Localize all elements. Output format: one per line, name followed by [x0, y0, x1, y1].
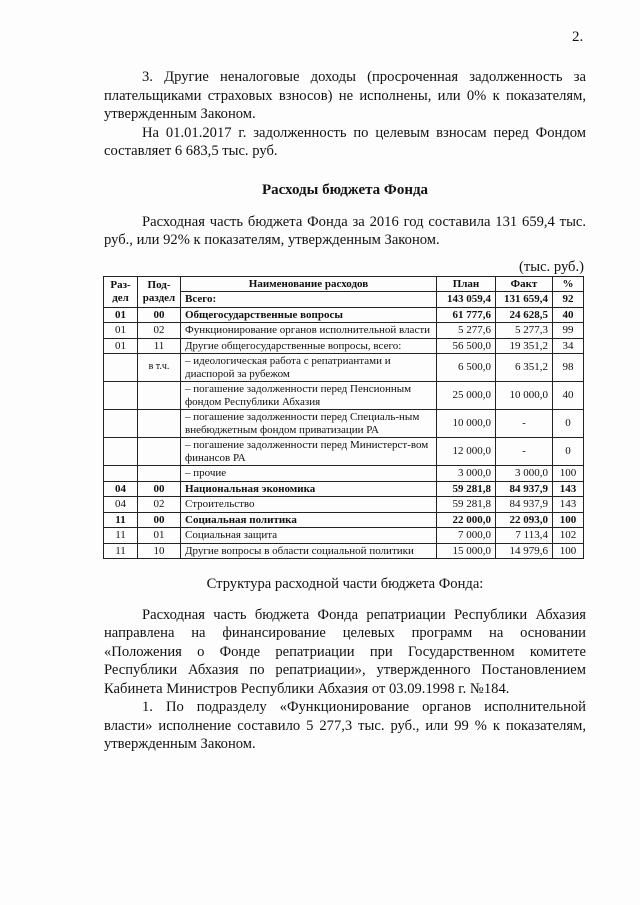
unit-label: (тыс. руб.): [519, 258, 584, 275]
cell-name: – погашение задолженности перед Пенсионным фондом Республики Абхазия: [181, 382, 437, 410]
cell-fact: 84 937,9: [496, 497, 553, 513]
header-fact: Факт: [496, 276, 553, 292]
cell-section: [104, 382, 138, 410]
page-number: 2.: [572, 29, 584, 45]
cell-plan: 15 000,0: [437, 543, 496, 559]
cell-name: – идеологическая работа с репатриантами и диаспорой за рубежом: [181, 354, 437, 382]
cell-section: 11: [104, 528, 138, 544]
cell-plan: 59 281,8: [437, 497, 496, 513]
cell-subsection: [138, 410, 181, 438]
cell-pct: 0: [553, 410, 584, 438]
cell-subsection: 00: [138, 481, 181, 497]
paragraph: 3. Другие неналоговые доходы (просроченная задолженность за плательщиками страховых взносов) не исполнены, или 0% к показателям, утвержденным Законом.: [104, 69, 586, 122]
cell-name: Национальная экономика: [181, 481, 437, 497]
cell-subsection: 02: [138, 497, 181, 513]
cell-section: 01: [104, 323, 138, 339]
cell-plan: 5 277,6: [437, 323, 496, 339]
cell-fact: 22 093,0: [496, 512, 553, 528]
header-plan: План: [437, 276, 496, 292]
table-row: [104, 438, 584, 466]
cell-name: – погашение задолженности перед Специаль-ным внебюджетным фондом приватизации РА: [181, 410, 437, 438]
cell-fact: 24 628,5: [496, 307, 553, 323]
header-section: Раз-дел: [104, 276, 138, 307]
cell-fact: 19 351,2: [496, 338, 553, 354]
cell-pct: 98: [553, 354, 584, 382]
paragraph: Расходная часть бюджета Фонда репатриации Республики Абхазия направлена на финансирование целевых программ на основании «Положения о Фонде репатриации при Государственном комитете Республики Абхазия по репатриации», утвержденного Постановлением Кабинета Министров Республики Абхазия от 03.09.1998 г. №184.: [104, 606, 586, 697]
cell-plan: 7 000,0: [437, 528, 496, 544]
cell-plan: 3 000,0: [437, 466, 496, 482]
cell-plan: 10 000,0: [437, 410, 496, 438]
cell-plan: 25 000,0: [437, 382, 496, 410]
cell-fact: 84 937,9: [496, 481, 553, 497]
cell-section: [104, 354, 138, 382]
cell-name: Социальная политика: [181, 512, 437, 528]
cell-name: Другие общегосударственные вопросы, всего:: [181, 338, 437, 354]
cell-subsection: 02: [138, 323, 181, 339]
cell-name: – погашение задолженности перед Министерст-вом финансов РА: [181, 438, 437, 466]
cell-subsection: в т.ч.: [138, 354, 181, 382]
cell-subsection: [138, 438, 181, 466]
expenses-table: [103, 276, 584, 560]
cell-subsection: 11: [138, 338, 181, 354]
table-row: [104, 512, 584, 528]
paragraph: 1. По подразделу «Функционирование органов исполнительной власти» исполнение составило 5 277,3 тыс. руб., или 99 % к показателям, утвержденным Законом.: [104, 699, 586, 752]
cell-pct: 34: [553, 338, 584, 354]
table-row: [104, 543, 584, 559]
cell-subsection: [138, 382, 181, 410]
cell-subsection: 00: [138, 307, 181, 323]
cell-fact: 6 351,2: [496, 354, 553, 382]
cell-plan: 6 500,0: [437, 354, 496, 382]
cell-pct: 100: [553, 466, 584, 482]
cell-name: – прочие: [181, 466, 437, 482]
cell-pct: 143: [553, 497, 584, 513]
cell-section: [104, 466, 138, 482]
cell-section: 11: [104, 512, 138, 528]
table-row: [104, 528, 584, 544]
cell-section: 01: [104, 338, 138, 354]
cell-pct: 0: [553, 438, 584, 466]
cell-name: Другие вопросы в области социальной политики: [181, 543, 437, 559]
table-row: [104, 307, 584, 323]
table-row: [104, 497, 584, 513]
cell-subsection: 10: [138, 543, 181, 559]
total-label: Всего:: [181, 292, 437, 308]
cell-name: Общегосударственные вопросы: [181, 307, 437, 323]
cell-name: Функционирование органов исполнительной власти: [181, 323, 437, 339]
cell-plan: 59 281,8: [437, 481, 496, 497]
cell-section: 04: [104, 497, 138, 513]
cell-plan: 56 500,0: [437, 338, 496, 354]
table-row: [104, 382, 584, 410]
cell-section: 04: [104, 481, 138, 497]
cell-name: Строительство: [181, 497, 437, 513]
subheading: Структура расходной части бюджета Фонда:: [206, 576, 484, 592]
cell-plan: 22 000,0: [437, 512, 496, 528]
cell-fact: 3 000,0: [496, 466, 553, 482]
cell-pct: 100: [553, 512, 584, 528]
header-subsection: Под-раздел: [138, 276, 181, 307]
cell-section: 11: [104, 543, 138, 559]
cell-section: 01: [104, 307, 138, 323]
cell-pct: 40: [553, 307, 584, 323]
cell-section: [104, 410, 138, 438]
header-pct: %: [553, 276, 584, 292]
cell-fact: 10 000,0: [496, 382, 553, 410]
cell-fact: 5 277,3: [496, 323, 553, 339]
table-row: [104, 481, 584, 497]
cell-plan: 12 000,0: [437, 438, 496, 466]
cell-fact: 14 979,6: [496, 543, 553, 559]
cell-pct: 99: [553, 323, 584, 339]
cell-section: [104, 438, 138, 466]
total-pct: 92: [553, 292, 584, 308]
table-row: [104, 410, 584, 438]
cell-fact: -: [496, 410, 553, 438]
cell-subsection: 00: [138, 512, 181, 528]
cell-subsection: [138, 466, 181, 482]
cell-pct: 102: [553, 528, 584, 544]
total-fact: 131 659,4: [496, 292, 553, 308]
paragraph: Расходная часть бюджета Фонда за 2016 год составила 131 659,4 тыс. руб., или 92% к показателям, утвержденным Законом.: [104, 213, 586, 248]
section-heading: Расходы бюджета Фонда: [261, 181, 429, 198]
paragraph: На 01.01.2017 г. задолженность по целевым взносам перед Фондом составляет 6 683,5 тыс. руб.: [104, 124, 586, 159]
cell-name: Социальная защита: [181, 528, 437, 544]
total-plan: 143 059,4: [437, 292, 496, 308]
cell-pct: 100: [553, 543, 584, 559]
cell-plan: 61 777,6: [437, 307, 496, 323]
cell-fact: -: [496, 438, 553, 466]
table-row: [104, 466, 584, 482]
table-row: [104, 323, 584, 339]
table-row: [104, 354, 584, 382]
cell-pct: 40: [553, 382, 584, 410]
table-header-row: [104, 276, 584, 292]
table-row: [104, 338, 584, 354]
cell-subsection: 01: [138, 528, 181, 544]
header-name: Наименование расходов: [181, 276, 437, 292]
cell-pct: 143: [553, 481, 584, 497]
cell-fact: 7 113,4: [496, 528, 553, 544]
